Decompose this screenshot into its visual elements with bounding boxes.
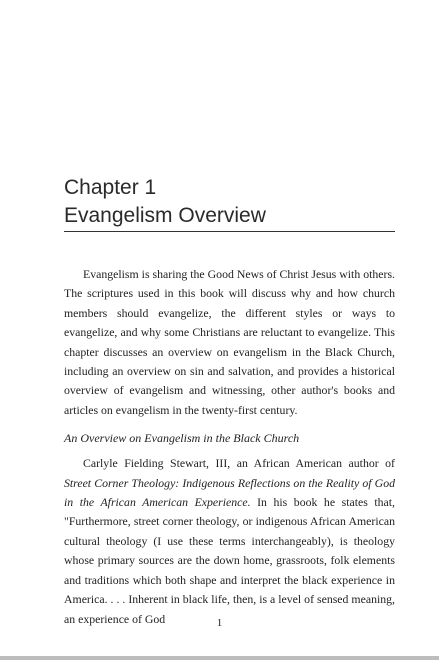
body-text	[64, 265, 395, 629]
paragraph-lead: Carlyle Fielding Stewart, III, an African American author of	[83, 456, 395, 471]
chapter-heading	[64, 174, 395, 230]
chapter-number: Chapter 1	[64, 176, 157, 199]
heading-rule	[64, 231, 395, 232]
chapter-title: Evangelism Overview	[64, 204, 266, 227]
book-title: Street Corner Theology: Indigenous Reflections on the Reality of God in the African American Experience.	[64, 475, 395, 510]
page-bottom-edge	[0, 656, 439, 660]
intro-paragraph: Evangelism is sharing the Good News of Christ Jesus with others. The scriptures used in this book will discuss why and how church members should evangelize, the different styles or ways to evangelize, and why some Christians are reluctant to evangelize. This chapter discusses an overview on evangelism in the Black Church, including an overview on sin and salvation, and provides a historical overview of evangelism and witnessing, other author's books and articles on evangelism in the twenty-first century.	[64, 267, 395, 417]
section-heading: An Overview on Evangelism in the Black Church	[64, 431, 300, 446]
page-number: 1	[216, 617, 223, 629]
paragraph-rest: In his book he states that, "Furthermore, street corner theology, or indigenous African American cultural theology (I use these terms interchangeably), is theology whose primary sources are the down home, grassroots, folk elements and traditions which both shape and interpret the black experience in America. . . . Inherent in black life, then, is a level of sensed meaning, an experience of God	[64, 495, 395, 626]
second-paragraph	[64, 454, 395, 629]
